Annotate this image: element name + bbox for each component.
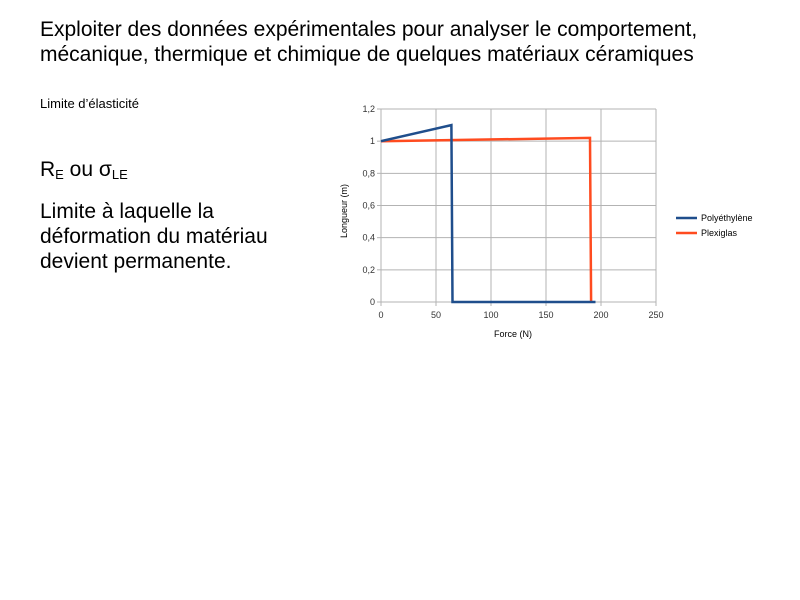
- symbol-r-subscript: E: [55, 167, 64, 182]
- symbol-r: R: [40, 158, 56, 181]
- y-tick-label: 1,2: [362, 104, 375, 114]
- symbol-sigma-subscript: LE: [111, 167, 128, 182]
- title-line-2: mécanique, thermique et chimique de quelques matériaux céramiques: [40, 43, 694, 66]
- legend-label-plexiglas: Plexiglas: [701, 228, 738, 238]
- x-tick-label: 150: [538, 310, 554, 320]
- y-tick-label: 0,8: [362, 168, 375, 179]
- chart-x-tick-labels: [378, 310, 663, 320]
- symbol-sigma: σ: [98, 158, 112, 181]
- chart-series-lines: [381, 125, 596, 302]
- x-tick-label: 200: [593, 310, 609, 320]
- y-tick-label: 0,6: [362, 200, 375, 211]
- legend-label-poly-thyl-ne: Polyéthylène: [701, 213, 753, 223]
- chart-y-tick-labels: [362, 104, 375, 307]
- symbol-or: ou: [63, 158, 99, 181]
- slide-subtitle: Limite d’élasticité: [40, 96, 139, 111]
- x-tick-label: 0: [378, 310, 384, 320]
- x-tick-label: 250: [648, 310, 664, 320]
- series-line-poly-thyl-ne: [381, 125, 596, 302]
- title-line-1: Exploiter des données expérimentales pour analyser le comportement,: [40, 18, 698, 41]
- definition-text: Limite à laquelle la déformation du matériau devient permanente.: [40, 200, 268, 273]
- y-tick-label: 1: [369, 136, 375, 147]
- x-axis-title: Force (N): [494, 329, 532, 339]
- y-axis-title: Longueur (m): [339, 183, 349, 239]
- chart-legend: [676, 213, 753, 238]
- x-tick-label: 100: [483, 310, 499, 320]
- series-line-plexiglas: [381, 138, 591, 302]
- x-tick-label: 50: [430, 310, 442, 320]
- y-tick-label: 0,4: [362, 232, 375, 243]
- y-tick-label: 0,2: [362, 264, 375, 275]
- y-tick-label: 0: [369, 297, 375, 307]
